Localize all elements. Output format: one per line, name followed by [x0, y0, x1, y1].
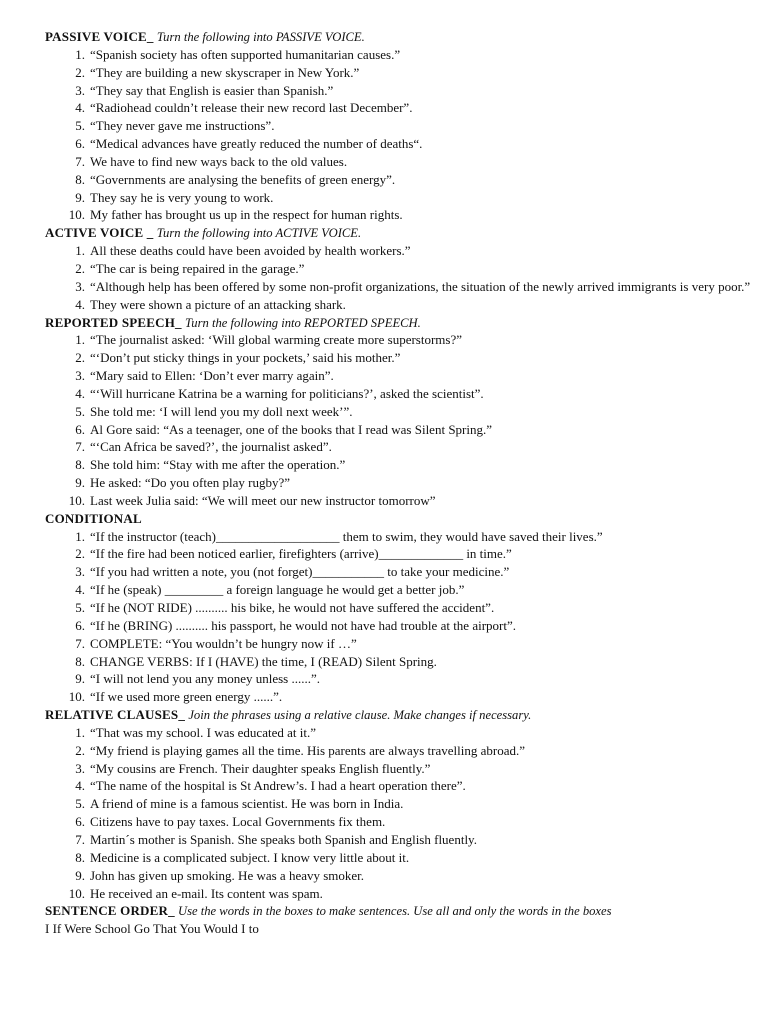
item-number: 2. [75, 260, 85, 276]
item-number: 3. [75, 82, 85, 98]
item-number: 6. [75, 136, 85, 152]
list-item [45, 242, 760, 260]
item-number: 4. [75, 582, 85, 598]
item-number: 9. [75, 189, 85, 205]
item-text: They were shown a picture of an attacking shark. [90, 296, 346, 312]
item-number: 3. [75, 564, 85, 580]
item-number: 6. [75, 814, 85, 830]
list-item [45, 331, 760, 349]
item-text: “My friend is playing games all the time. His parents are always travelling abroad.” [90, 742, 525, 758]
passive-voice-heading [45, 28, 760, 46]
list-item [45, 421, 760, 439]
list-item [45, 206, 760, 224]
list-item [45, 617, 760, 635]
conditional-heading [45, 510, 760, 528]
item-number: 9. [75, 671, 85, 687]
section-instruction: Turn the following into REPORTED SPEECH. [185, 315, 421, 330]
item-text: He asked: “Do you often play rugby?” [90, 475, 290, 491]
item-number: 3. [75, 760, 85, 776]
list-item [45, 99, 760, 117]
list-item [45, 135, 760, 153]
item-text: He received an e-mail. Its content was spam. [90, 885, 323, 901]
item-text: COMPLETE: “You wouldn’t be hungry now if …” [90, 635, 357, 651]
item-number: 9. [75, 867, 85, 883]
list-item [45, 456, 760, 474]
item-number: 7. [75, 635, 85, 651]
item-text: “If he (BRING) .......... his passport, he would not have had trouble at the airport”. [90, 617, 517, 633]
list-item [45, 438, 760, 456]
item-number: 9. [75, 475, 85, 491]
list-item [45, 599, 760, 617]
item-number: 8. [75, 849, 85, 865]
item-text: We have to find new ways back to the old values. [90, 153, 348, 169]
item-number: 7. [75, 153, 85, 169]
item-number: 8. [75, 457, 85, 473]
item-text: “If the instructor (teach)___________________ them to swim, they would have saved their lives.” [90, 528, 603, 544]
list-item [45, 545, 760, 563]
item-text: “That was my school. I was educated at it.” [90, 724, 316, 740]
list-item [45, 885, 760, 903]
list-item [45, 46, 760, 64]
item-text: “If we used more green energy ......”. [90, 689, 283, 705]
item-number: 10. [68, 207, 85, 223]
item-text: “They say that English is easier than Spanish.” [90, 82, 334, 98]
list-item [45, 760, 760, 778]
list-item [45, 581, 760, 599]
item-text: “‘Don’t put sticky things in your pockets,’ said his mother.” [90, 350, 401, 366]
item-text: “Medical advances have greatly reduced the number of deaths“. [90, 136, 423, 152]
item-number: 7. [75, 439, 85, 455]
item-number: 7. [75, 831, 85, 847]
item-number: 6. [75, 617, 85, 633]
item-text: “If he (NOT RIDE) .......... his bike, he would not have suffered the accident”. [90, 600, 495, 615]
section-title: CONDITIONAL [45, 510, 142, 526]
section-instruction: Join the phrases using a relative clause. Make changes if necessary. [188, 708, 532, 723]
section-title: ACTIVE VOICE _ [45, 225, 154, 241]
list-item [45, 117, 760, 135]
worksheet [45, 28, 760, 938]
list-item [45, 296, 760, 314]
item-number: 4. [75, 778, 85, 794]
item-text: John has given up smoking. He was a heavy smoker. [90, 867, 365, 883]
item-number: 10. [68, 492, 85, 508]
item-text: “Governments are analysing the benefits of green energy”. [90, 171, 396, 187]
item-text: “They are building a new skyscraper in New York.” [90, 64, 360, 80]
list-item [45, 849, 760, 867]
list-item [45, 563, 760, 581]
section-instruction: Turn the following into ACTIVE VOICE. [156, 226, 362, 241]
relative-clauses-list [45, 724, 760, 902]
item-number: 8. [75, 171, 85, 187]
list-item [45, 171, 760, 189]
item-text: “‘Will hurricane Katrina be a warning for politicians?’, asked the scientist”. [90, 385, 484, 401]
passive-voice-list [45, 46, 760, 224]
list-item [45, 777, 760, 795]
sentence-order-heading [45, 902, 760, 920]
item-text: CHANGE VERBS: If I (HAVE) the time, I (READ) Silent Spring. [90, 653, 437, 669]
list-item [45, 653, 760, 671]
item-text: They say he is very young to work. [90, 189, 274, 205]
list-item [45, 367, 760, 385]
item-text: Last week Julia said: “We will meet our new instructor tomorrow” [90, 492, 436, 508]
list-item [45, 688, 760, 706]
item-number: 6. [75, 421, 85, 437]
list-item [45, 813, 760, 831]
item-text: “Spanish society has often supported humanitarian causes.” [90, 46, 401, 62]
item-text: “Radiohead couldn’t release their new record last December”. [90, 100, 413, 116]
item-text: “They never gave me instructions”. [90, 118, 275, 134]
list-item [45, 403, 760, 421]
item-text: “The name of the hospital is St Andrew’s. I had a heart operation there”. [90, 778, 466, 794]
item-number: 1. [75, 243, 85, 259]
list-item [45, 278, 760, 296]
item-number: 10. [68, 689, 85, 705]
item-number: 3. [75, 368, 85, 384]
item-text: A friend of mine is a famous scientist. He was born in India. [90, 796, 404, 812]
item-number: 5. [75, 118, 85, 134]
item-number: 5. [75, 403, 85, 419]
item-number: 4. [75, 296, 85, 312]
section-instruction: Use the words in the boxes to make sentences. Use all and only the words in the boxes [178, 904, 612, 919]
section-instruction: Turn the following into PASSIVE VOICE. [156, 30, 365, 44]
list-item [45, 831, 760, 849]
item-text: Medicine is a complicated subject. I know very little about it. [90, 849, 410, 865]
item-number: 2. [75, 546, 85, 562]
list-item [45, 474, 760, 492]
item-number: 1. [75, 724, 85, 740]
item-text: “If he (speak) _________ a foreign language he would get a better job.” [90, 582, 465, 598]
list-item [45, 260, 760, 278]
item-text: “‘Can Africa be saved?’, the journalist asked”. [90, 439, 332, 455]
item-number: 2. [75, 350, 85, 366]
item-number: 4. [75, 100, 85, 116]
list-item [45, 189, 760, 207]
conditional-list [45, 528, 760, 706]
item-number: 4. [75, 385, 85, 401]
section-title: SENTENCE ORDER_ [45, 903, 175, 919]
item-text: “Although help has been offered by some non-profit organizations, the situation of the newly arrived immigrants is very poor.” [90, 278, 751, 294]
relative-clauses-heading [45, 706, 760, 724]
item-text: She told me: ‘I will lend you my doll next week’”. [90, 403, 353, 419]
item-number: 1. [75, 332, 85, 348]
item-number: 1. [75, 528, 85, 544]
item-text: “If the fire had been noticed earlier, firefighters (arrive)_____________ in time.” [90, 546, 512, 562]
list-item [45, 742, 760, 760]
item-text: “My cousins are French. Their daughter speaks English fluently.” [90, 760, 431, 776]
sentence-order-words: I If Were School Go That You Would I to [45, 921, 259, 937]
item-text: “Mary said to Ellen: ‘Don’t ever marry again”. [90, 368, 334, 384]
item-text: My father has brought us up in the respect for human rights. [90, 207, 403, 223]
item-number: 3. [75, 278, 85, 294]
item-number: 1. [75, 46, 85, 62]
list-item [45, 867, 760, 885]
item-text: Martin´s mother is Spanish. She speaks both Spanish and English fluently. [90, 831, 477, 847]
list-item [45, 64, 760, 82]
item-number: 8. [75, 653, 85, 669]
list-item [45, 82, 760, 100]
list-item [45, 492, 760, 510]
section-title: PASSIVE VOICE_ [45, 29, 154, 44]
list-item [45, 670, 760, 688]
section-title: RELATIVE CLAUSES_ [45, 707, 186, 723]
list-item [45, 528, 760, 546]
item-text: All these deaths could have been avoided by health workers.” [90, 243, 411, 259]
item-number: 5. [75, 796, 85, 812]
item-text: “The journalist asked: ‘Will global warming create more superstorms?” [90, 332, 463, 348]
item-text: She told him: “Stay with me after the operation.” [90, 457, 346, 473]
item-text: “I will not lend you any money unless ......”. [90, 671, 320, 687]
item-number: 2. [75, 64, 85, 80]
active-voice-list [45, 242, 760, 313]
section-title: REPORTED SPEECH_ [45, 314, 182, 330]
reported-speech-list [45, 331, 760, 509]
active-voice-heading [45, 224, 760, 242]
item-text: “The car is being repaired in the garage.” [90, 260, 305, 276]
reported-speech-heading [45, 314, 760, 332]
item-number: 2. [75, 742, 85, 758]
list-item [45, 385, 760, 403]
item-text: Al Gore said: “As a teenager, one of the books that I read was Silent Spring.” [90, 421, 493, 437]
list-item [45, 349, 760, 367]
item-number: 5. [75, 600, 85, 615]
item-text: Citizens have to pay taxes. Local Governments fix them. [90, 814, 386, 830]
list-item [45, 724, 760, 742]
item-text: “If you had written a note, you (not forget)___________ to take your medicine.” [90, 564, 510, 580]
list-item [45, 153, 760, 171]
list-item [45, 795, 760, 813]
item-number: 10. [68, 885, 85, 901]
list-item [45, 635, 760, 653]
